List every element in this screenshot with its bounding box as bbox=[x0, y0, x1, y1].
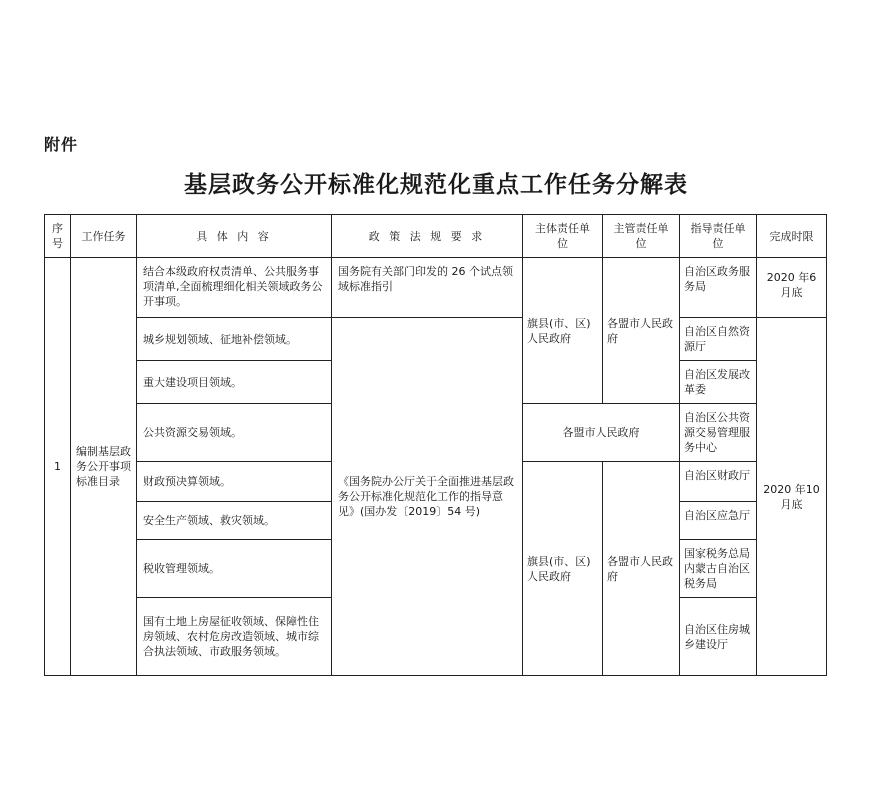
supervisor-unit-cell: 各盟市人民政府 bbox=[603, 462, 680, 676]
guide-unit-cell: 国家税务总局内蒙古自治区税务局 bbox=[680, 540, 757, 598]
table-header-row bbox=[45, 215, 827, 258]
header-main-unit: 主体责任单 位 bbox=[523, 215, 603, 258]
header-seq: 序号 bbox=[45, 215, 71, 258]
guide-unit-cell: 自治区发展改革委 bbox=[680, 361, 757, 404]
content-cell: 重大建设项目领域。 bbox=[137, 361, 332, 404]
content-cell: 税收管理领域。 bbox=[137, 540, 332, 598]
policy-cell: 《国务院办公厅关于全面推进基层政务公开标准化规范化工作的指导意见》(国办发〔2019〕54 号) bbox=[332, 318, 523, 676]
table-row bbox=[45, 318, 827, 361]
deadline-cell: 2020 年10 月底 bbox=[757, 318, 827, 676]
seq-cell: 1 bbox=[45, 258, 71, 676]
header-deadline: 完成时限 bbox=[757, 215, 827, 258]
main-unit-cell: 旗县(市、区)人民政府 bbox=[523, 462, 603, 676]
attachment-label: 附件 bbox=[44, 135, 79, 154]
task-breakdown-table bbox=[44, 214, 827, 676]
guide-unit-cell: 自治区自然资源厅 bbox=[680, 318, 757, 361]
guide-unit-cell: 自治区应急厅 bbox=[680, 502, 757, 540]
content-cell: 财政预决算领域。 bbox=[137, 462, 332, 502]
header-policy: 政 策 法 规 要 求 bbox=[332, 215, 523, 258]
header-guide-unit: 指导责任单 位 bbox=[680, 215, 757, 258]
policy-cell: 国务院有关部门印发的 26 个试点领域标准指引 bbox=[332, 258, 523, 318]
header-task: 工作任务 bbox=[71, 215, 137, 258]
header-supervisor-unit: 主管责任单 位 bbox=[603, 215, 680, 258]
content-cell: 公共资源交易领域。 bbox=[137, 404, 332, 462]
deadline-cell: 2020 年6 月底 bbox=[757, 258, 827, 318]
table-row bbox=[45, 258, 827, 318]
content-cell: 结合本级政府权责清单、公共服务事项清单,全面梳理细化相关领域政务公开事项。 bbox=[137, 258, 332, 318]
merged-unit-cell: 各盟市人民政府 bbox=[523, 404, 680, 462]
guide-unit-cell: 自治区公共资源交易管理服务中心 bbox=[680, 404, 757, 462]
content-cell: 安全生产领域、救灾领域。 bbox=[137, 502, 332, 540]
guide-unit-cell: 自治区住房城乡建设厅 bbox=[680, 598, 757, 676]
guide-unit-cell: 自治区政务服务局 bbox=[680, 258, 757, 318]
supervisor-unit-cell: 各盟市人民政府 bbox=[603, 258, 680, 404]
document-title: 基层政务公开标准化规范化重点工作任务分解表 bbox=[184, 171, 688, 198]
content-cell: 国有土地上房屋征收领域、保障性住房领域、农村危房改造领域、城市综合执法领域、市政服务领域。 bbox=[137, 598, 332, 676]
guide-unit-cell: 自治区财政厅 bbox=[680, 462, 757, 502]
task-cell: 编制基层政务公开事项标准目录 bbox=[71, 258, 137, 676]
content-cell: 城乡规划领域、征地补偿领域。 bbox=[137, 318, 332, 361]
main-unit-cell: 旗县(市、区)人民政府 bbox=[523, 258, 603, 404]
header-content: 具 体 内 容 bbox=[137, 215, 332, 258]
